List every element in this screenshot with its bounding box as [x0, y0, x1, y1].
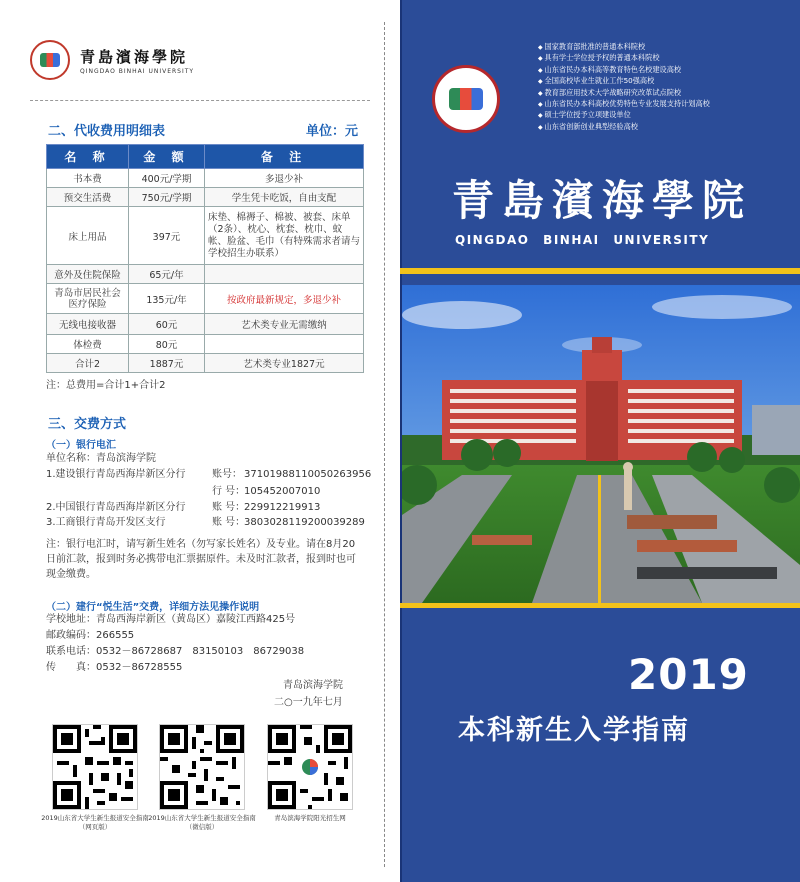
qr-code-icon[interactable]	[159, 724, 245, 810]
fee-table-header	[47, 145, 364, 169]
row-name: 青岛市居民社会医疗保险	[47, 284, 129, 314]
divider	[30, 100, 370, 101]
row-note: 学生凭卡吃饭，自由支配	[205, 188, 364, 207]
gold-stripe-top	[400, 268, 800, 274]
row-amount: 750元/学期	[129, 188, 205, 207]
row-amount: 1887元	[129, 354, 205, 373]
row-note: 艺术类专业无需缴纳	[205, 314, 364, 335]
postcode: 邮政编码：266555	[46, 630, 135, 641]
school-seal-icon	[432, 65, 500, 133]
qr-caption-admissions: 青岛滨海学院阳光招生网	[274, 814, 346, 822]
unit-label: 单位：元	[306, 124, 359, 139]
row-name: 书本费	[47, 169, 129, 188]
qr-caption-wechat: 2019山东省大学生新生报道安全指南（微信版）	[148, 814, 256, 831]
accolade-item: ◆ 教育部应用技术大学战略研究改革试点院校	[538, 88, 710, 99]
table-row	[47, 354, 364, 373]
table-row	[47, 284, 364, 314]
logo-name-cn: 青島濱海學院	[80, 47, 189, 66]
school-name-en: QINGDAO BINHAI UNIVERSITY	[455, 233, 710, 247]
school-address: 学校地址：青岛西海岸新区（黄岛区）嘉陵江西路425号	[46, 614, 296, 625]
row-name: 体检费	[47, 335, 129, 354]
table-row	[47, 314, 364, 335]
phone: 联系电话：0532－86728687 83150103 86729038	[46, 646, 305, 657]
table-row	[47, 265, 364, 284]
bank-3-name: 3.工商银行青岛开发区支行	[46, 517, 166, 528]
transfer-note: 注：银行电汇时，请写新生姓名（勿写家长姓名）及专业。请在8月20日前汇款，报到时务必携带电汇票据原件。未及时汇款者，报到时也可现金缴费。	[46, 539, 356, 580]
logo-name-en: QINGDAO BINHAI UNIVERSITY	[80, 67, 195, 75]
bank-3-account: 3803028119200039289	[244, 517, 365, 528]
table-row	[47, 188, 364, 207]
section-3-title: 三、交费方式	[48, 417, 127, 432]
row-amount: 397元	[129, 207, 205, 265]
bank-2-name: 2.中国银行青岛西海岸新区分行	[46, 502, 186, 513]
row-amount: 400元/学期	[129, 169, 205, 188]
school-logo	[30, 40, 194, 80]
col-amount: 金 额	[129, 145, 205, 169]
fee-table	[46, 144, 364, 373]
signature-org: 青岛滨海学院	[283, 680, 343, 691]
accolade-item: ◆ 山东省创新创业典型经验高校	[538, 122, 710, 133]
fax: 传 真：0532－86728555	[46, 662, 183, 673]
bank-2-account: 229912219913	[244, 502, 321, 513]
bank-1-label: 账号：	[212, 469, 242, 480]
table-row	[47, 169, 364, 188]
row-note: 床垫、棉褥子、棉被、被套、床单（2条）、枕心、枕套、枕巾、蚊帐、脸盆、毛巾（有特殊需求者请与学校招生办联系）	[205, 207, 364, 265]
row-note	[205, 335, 364, 354]
accolade-item: ◆ 全国高校毕业生就业工作50强高校	[538, 76, 710, 87]
row-note	[205, 265, 364, 284]
bank-1-account: 37101988110050263956	[244, 469, 372, 480]
table-row	[47, 207, 364, 265]
row-note: 艺术类专业1827元	[205, 354, 364, 373]
gold-stripe-bottom	[400, 603, 800, 608]
school-name-cn: 青島濱海學院	[452, 176, 753, 225]
table-footnote: 注：总费用=合计1+合计2	[46, 380, 166, 391]
bank-1-code: 105452007010	[244, 486, 321, 497]
col-name: 名 称	[47, 145, 129, 169]
qr-caption-web: 2019山东省大学生新生报道安全指南（网页版）	[41, 814, 149, 831]
accolade-item: ◆ 山东省民办本科高等教育特色名校建设高校	[538, 65, 710, 76]
row-note: 多退少补	[205, 169, 364, 188]
accolade-item: ◆ 具有学士学位授予权的普通本科院校	[538, 53, 710, 64]
row-amount: 80元	[129, 335, 205, 354]
unit-name: 单位名称：青岛滨海学院	[46, 453, 156, 464]
accolade-item: ◆ 硕士学位授予立项建设单位	[538, 110, 710, 121]
app-payment-title: （二）建行“悦生活”交费，详细方法见操作说明	[46, 602, 260, 613]
qr-block-admissions	[255, 724, 365, 823]
campus-photo	[402, 285, 800, 603]
row-note: 按政府最新规定，多退少补	[205, 284, 364, 314]
qr-block-wechat	[147, 724, 257, 832]
bank-3-label: 账 号：	[212, 517, 246, 528]
qr-code-icon[interactable]	[267, 724, 353, 810]
row-amount: 135元/年	[129, 284, 205, 314]
year-title: 2019	[628, 650, 749, 699]
signature-date: 二○一九年七月	[274, 697, 343, 708]
bank-transfer-title: （一）银行电汇	[46, 440, 116, 451]
row-name: 床上用品	[47, 207, 129, 265]
guide-title: 本科新生入学指南	[458, 715, 690, 746]
section-2-title: 二、代收费用明细表	[48, 124, 166, 139]
bank-1-code-label: 行 号：	[212, 486, 246, 497]
table-row	[47, 335, 364, 354]
row-name: 无线电接收器	[47, 314, 129, 335]
bank-1-name: 1.建设银行青岛西海岸新区分行	[46, 469, 186, 480]
row-name: 预交生活费	[47, 188, 129, 207]
row-amount: 60元	[129, 314, 205, 335]
col-note: 备 注	[205, 145, 364, 169]
row-name: 意外及住院保险	[47, 265, 129, 284]
accolade-item: ◆ 山东省民办本科高校优势特色专业发展支持计划高校	[538, 99, 710, 110]
accolade-item: ◆ 国家教育部批准的普通本科院校	[538, 42, 710, 53]
accolades-list	[538, 42, 710, 133]
school-seal-icon	[30, 40, 70, 80]
qr-code-icon[interactable]	[52, 724, 138, 810]
qr-block-web	[40, 724, 150, 832]
row-amount: 65元/年	[129, 265, 205, 284]
row-name: 合计2	[47, 354, 129, 373]
bank-2-label: 账 号：	[212, 502, 246, 513]
